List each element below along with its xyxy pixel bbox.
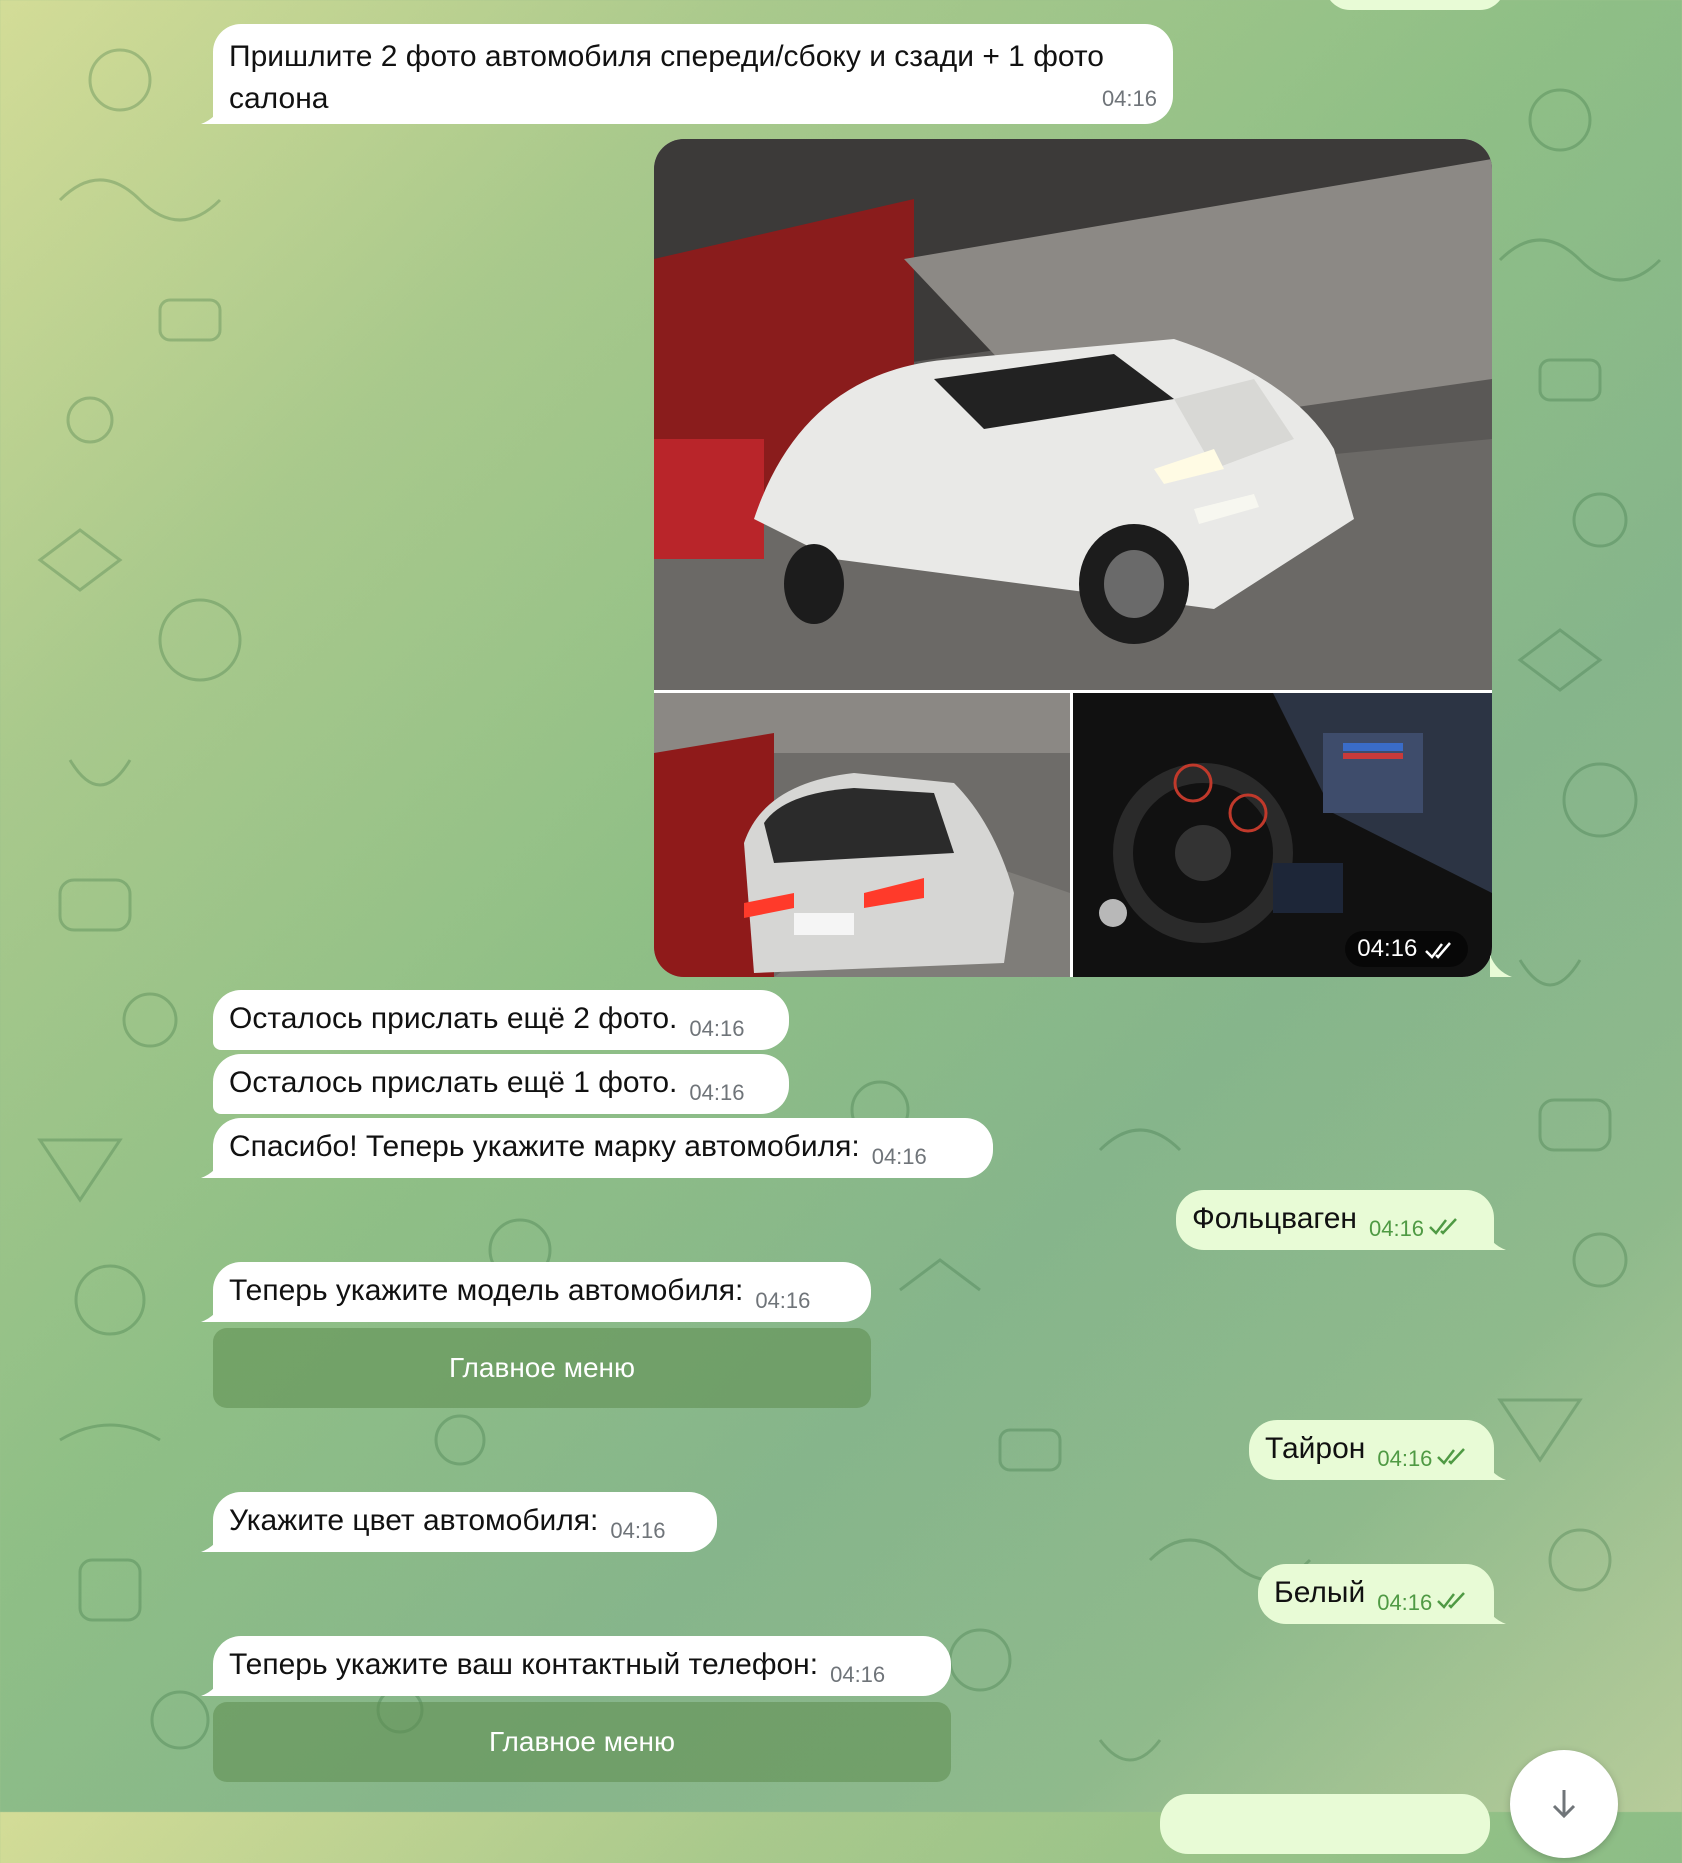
partial-outgoing-bubble (1325, 0, 1505, 10)
message-time: 04:16 (1377, 1590, 1433, 1615)
message-time: 04:16 (610, 1518, 666, 1543)
car-rear-photo[interactable] (654, 693, 1070, 977)
message-text: Осталось прислать ещё 2 фото. (229, 1002, 678, 1035)
message-time: 04:16 (689, 1016, 745, 1041)
main-menu-button[interactable]: Главное меню (213, 1328, 871, 1408)
message-bubble[interactable] (213, 1262, 871, 1322)
message-bubble[interactable] (213, 1054, 789, 1114)
album-time: 04:16 (1357, 935, 1418, 962)
message-time: 04:16 (1101, 86, 1157, 111)
double-check-icon (1424, 940, 1456, 960)
message-bubble[interactable] (213, 24, 1173, 124)
arrow-down-icon (1510, 1750, 1618, 1858)
message-time: 04:16 (755, 1288, 811, 1313)
message-text: Белый (1274, 1576, 1366, 1609)
double-check-icon (1436, 1446, 1470, 1466)
message-text: Теперь укажите модель автомобиля: (229, 1274, 744, 1307)
message-text: Пришлите 2 фото автомобиля спереди/сбоку и сзади + 1 фото салона (229, 40, 1104, 115)
message-time: 04:16 (871, 1144, 927, 1169)
message-time: 04:16 (830, 1662, 886, 1687)
car-front-photo[interactable] (654, 139, 1492, 690)
album-time-badge (1345, 931, 1468, 967)
message-bubble[interactable] (1249, 1420, 1494, 1480)
message-bubble[interactable] (213, 1492, 717, 1552)
message-bubble[interactable] (213, 1118, 993, 1178)
photo-album[interactable] (654, 139, 1492, 977)
message-text: Тайрон (1265, 1432, 1366, 1465)
partial-outgoing-bubble (1160, 1794, 1490, 1854)
double-check-icon (1436, 1590, 1470, 1610)
message-bubble[interactable] (1258, 1564, 1494, 1624)
album-tail (1490, 955, 1512, 977)
message-bubble[interactable] (213, 1636, 951, 1696)
message-bubble[interactable] (1176, 1190, 1494, 1250)
message-bubble[interactable] (213, 990, 789, 1050)
message-text: Спасибо! Теперь укажите марку автомобиля: (229, 1130, 860, 1163)
message-text: Фольцваген (1192, 1202, 1357, 1235)
main-menu-button[interactable]: Главное меню (213, 1702, 951, 1782)
double-check-icon (1428, 1216, 1462, 1236)
message-text: Теперь укажите ваш контактный телефон: (229, 1648, 819, 1681)
message-time: 04:16 (1377, 1446, 1433, 1471)
message-time: 04:16 (689, 1080, 745, 1105)
scroll-down-button[interactable] (1510, 1750, 1618, 1858)
message-text: Укажите цвет автомобиля: (229, 1504, 599, 1537)
message-time: 04:16 (1368, 1216, 1425, 1241)
message-text: Осталось прислать ещё 1 фото. (229, 1066, 678, 1099)
